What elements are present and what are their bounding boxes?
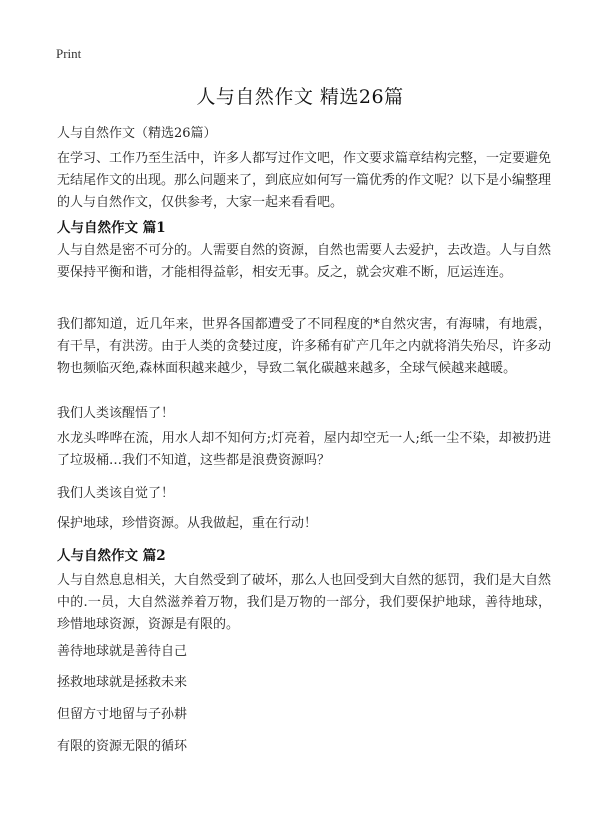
page-title: 人与自然作文 精选26篇	[196, 86, 404, 108]
section-2-paragraph: 拯救地球就是拯救未来	[57, 675, 188, 690]
subtitle: 人与自然作文（精选26篇）	[57, 126, 217, 141]
section-2-paragraph: 人与自然息息相关，大自然受到了破坏，那么人也回受到大自然的惩罚，我们是大自然中的.一员，大自然滋养着万物，我们是万物的一部分，我们要保护地球，善待地球，珍惜地球资源，资源是有限的。	[57, 573, 552, 632]
section-1-paragraph: 水龙头哗哗在流，用水人却不知何方;灯亮着，屋内却空无一人;纸一尘不染，却被扔进了垃圾桶…我们不知道，这些都是浪费资源吗？	[57, 431, 551, 468]
section-2-paragraph: 有限的资源无限的循环	[57, 739, 188, 754]
section-2-paragraph: 但留方寸地留与子孙耕	[57, 707, 188, 722]
section-1-paragraph: 人与自然是密不可分的。人需要自然的资源，自然也需要人去爱护，去改造。人与自然要保持平衡和谐，才能相得益彰，相安无事。反之，就会灾难不断，厄运连连。	[57, 243, 552, 280]
print-link[interactable]: Print	[56, 46, 82, 61]
section-1-paragraph: 我们都知道，近几年来，世界各国都遭受了不同程度的*自然灾害，有海啸，有地震，有干旱，有洪涝。由于人类的贪婪过度，许多稀有矿产几年之内就将消失殆尽，许多动物也频临灭绝,森林面积越来越少，导致二氧化碳越来越多，全球气候越来越暖。	[57, 317, 552, 376]
section-heading-1: 人与自然作文 篇1	[57, 220, 166, 236]
section-1-paragraph: 我们人类该自觉了！	[57, 486, 175, 501]
intro-paragraph: 在学习、工作乃至生活中，许多人都写过作文吧，作文要求篇章结构完整，一定要避免无结尾作文的出现。那么问题来了，到底应如何写一篇优秀的作文呢？以下是小编整理的人与自然作文，仅供参考，大家一起来看看吧。	[57, 151, 552, 210]
section-1-paragraph: 我们人类该醒悟了！	[57, 406, 175, 421]
section-1-paragraph: 保护地球，珍惜资源。从我做起，重在行动！	[57, 516, 318, 531]
section-heading-2: 人与自然作文 篇2	[57, 548, 166, 564]
section-2-paragraph: 善待地球就是善待自己	[57, 644, 188, 659]
